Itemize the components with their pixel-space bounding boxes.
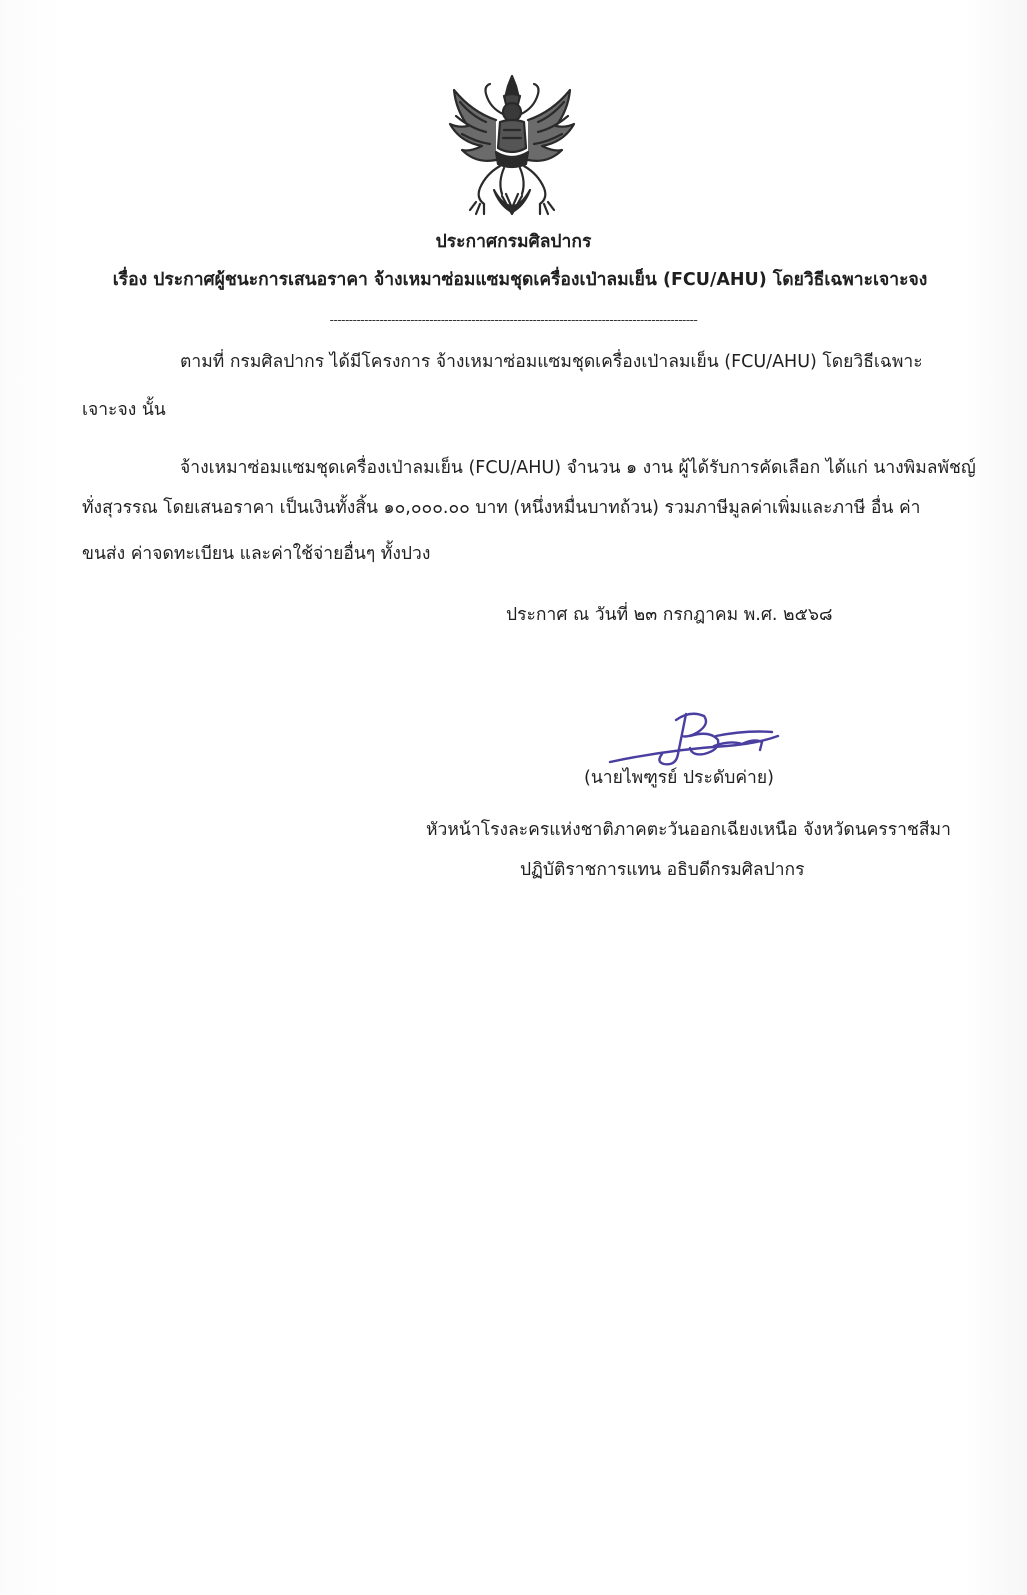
signer-position: หัวหน้าโรงละครแห่งชาติภาคตะวันออกเฉียงเหนือ จังหวัดนครราชสีมา <box>426 820 951 840</box>
divider: ------------------------------------------------------------------------------------------------ <box>329 313 698 327</box>
paragraph-2-line-1: จ้างเหมาซ่อมแซมชุดเครื่องเป่าลมเย็น (FCU/AHU) จำนวน ๑ งาน ผู้ได้รับการคัดเลือก ได้แก่ นางพิมลพัชญ์ <box>180 458 976 478</box>
paragraph-2-line-2: ทั่งสุวรรณ โดยเสนอราคา เป็นเงินทั้งสิ้น ๑๐,๐๐๐.๐๐ บาท (หนึ่งหมื่นบาทถ้วน) รวมภาษีมูลค่าเพิ่มและภาษี อื่น ค่า <box>82 498 921 518</box>
page-title: ประกาศกรมศิลปากร <box>435 232 592 252</box>
paragraph-1-line-2: เจาะจง นั้น <box>82 400 166 420</box>
announcement-date: ประกาศ ณ วันที่ ๒๓ กรกฎาคม พ.ศ. ๒๕๖๘ <box>506 605 833 625</box>
paragraph-2-line-3: ขนส่ง ค่าจดทะเบียน และค่าใช้จ่ายอื่นๆ ทั้งปวง <box>82 544 431 564</box>
garuda-emblem-icon <box>446 72 578 222</box>
paragraph-1-line-1: ตามที่ กรมศิลปากร ได้มีโครงการ จ้างเหมาซ่อมแซมชุดเครื่องเป่าลมเย็น (FCU/AHU) โดยวิธีเฉพาะ <box>180 352 923 372</box>
subject-line: เรื่อง ประกาศผู้ชนะการเสนอราคา จ้างเหมาซ่อมแซมชุดเครื่องเป่าลมเย็น (FCU/AHU) โดยวิธีเฉพาะเจาะจง <box>112 270 928 290</box>
signer-name: (นายไพฑูรย์ ประดับค่าย) <box>584 768 774 788</box>
signer-acting-for: ปฏิบัติราชการแทน อธิบดีกรมศิลปากร <box>520 860 805 880</box>
